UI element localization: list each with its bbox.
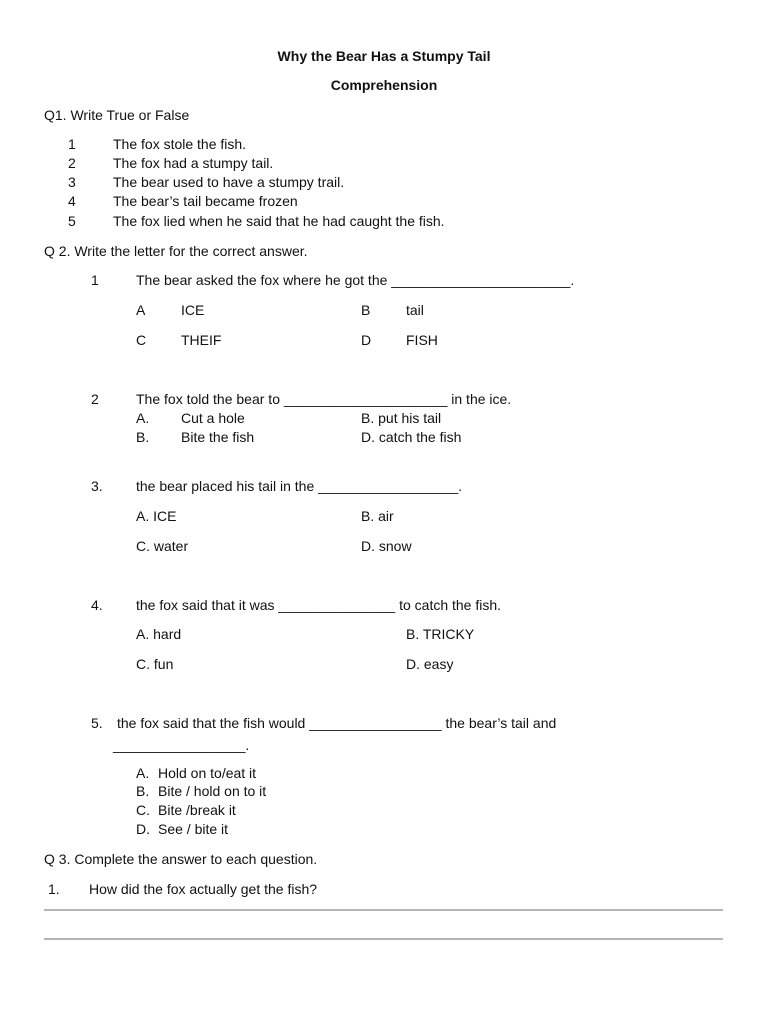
q1-item-number: 3 <box>68 174 76 190</box>
q1-item-number: 1 <box>68 136 76 152</box>
option-letter: A <box>136 302 146 318</box>
option-text: B. put his tail <box>361 410 442 426</box>
q1-item-number: 4 <box>68 193 76 209</box>
option-text: See / bite it <box>158 821 229 837</box>
option-letter: A. <box>136 765 150 781</box>
option-text: D. catch the fish <box>361 429 462 445</box>
option-text: Bite / hold on to it <box>158 783 267 799</box>
option-letter: C. <box>136 802 150 818</box>
q2-question-text: The fox told the bear to _____________________ in the ice. <box>136 391 512 407</box>
option-text: THEIF <box>181 332 222 348</box>
option-letter: B. <box>136 783 150 799</box>
q2-question-number: 1 <box>91 272 99 288</box>
option-letter: B <box>361 302 371 318</box>
q2-question-text-continued: _________________. <box>113 737 250 753</box>
q2-question-text: The bear asked the fox where he got the _______________________. <box>136 272 575 288</box>
q3-question-number: 1. <box>48 881 60 897</box>
q1-item-number: 2 <box>68 155 76 171</box>
q1-item-text: The fox lied when he said that he had caught the fish. <box>113 213 445 229</box>
option-text: FISH <box>406 332 438 348</box>
q1-item-text: The fox had a stumpy tail. <box>113 155 274 171</box>
option-text: D. snow <box>361 538 412 554</box>
q2-question-number: 5. <box>91 715 103 731</box>
q2-heading: Q 2. Write the letter for the correct answer. <box>44 243 308 259</box>
option-text: Cut a hole <box>181 410 245 426</box>
q2-question-text: the bear placed his tail in the __________________. <box>136 478 463 494</box>
q3-heading: Q 3. Complete the answer to each question. <box>44 851 318 867</box>
option-letter: B. <box>136 429 150 445</box>
option-text: ICE <box>181 302 205 318</box>
option-text: A. ICE <box>136 508 177 524</box>
option-letter: D. <box>136 821 150 837</box>
q2-question-number: 3. <box>91 478 103 494</box>
option-text: B. air <box>361 508 394 524</box>
option-text: B. TRICKY <box>406 626 475 642</box>
answer-line[interactable] <box>44 909 723 911</box>
q1-item-text: The bear used to have a stumpy trail. <box>113 174 345 190</box>
q2-question-text: the fox said that the fish would _________________ the bear’s tail and <box>117 715 557 731</box>
q1-item-number: 5 <box>68 213 76 229</box>
q2-question-number: 4. <box>91 597 103 613</box>
option-text: D. easy <box>406 656 454 672</box>
option-text: Hold on to/eat it <box>158 765 257 781</box>
option-text: A. hard <box>136 626 182 642</box>
option-text: Bite /break it <box>158 802 236 818</box>
option-letter: C <box>136 332 147 348</box>
q2-question-text: the fox said that it was _______________ to catch the fish. <box>136 597 502 613</box>
option-text: Bite the fish <box>181 429 255 445</box>
option-letter: A. <box>136 410 150 426</box>
q1-heading: Q1. Write True or False <box>44 107 190 123</box>
worksheet-subtitle: Comprehension <box>330 77 438 93</box>
option-text: C. water <box>136 538 189 554</box>
q1-item-text: The bear’s tail became frozen <box>113 193 298 209</box>
worksheet-title: Why the Bear Has a Stumpy Tail <box>277 48 491 64</box>
q1-item-text: The fox stole the fish. <box>113 136 247 152</box>
option-text: tail <box>406 302 424 318</box>
answer-line[interactable] <box>44 938 723 940</box>
option-text: C. fun <box>136 656 174 672</box>
q2-question-number: 2 <box>91 391 99 407</box>
option-letter: D <box>361 332 372 348</box>
q3-question-text: How did the fox actually get the fish? <box>89 881 318 897</box>
